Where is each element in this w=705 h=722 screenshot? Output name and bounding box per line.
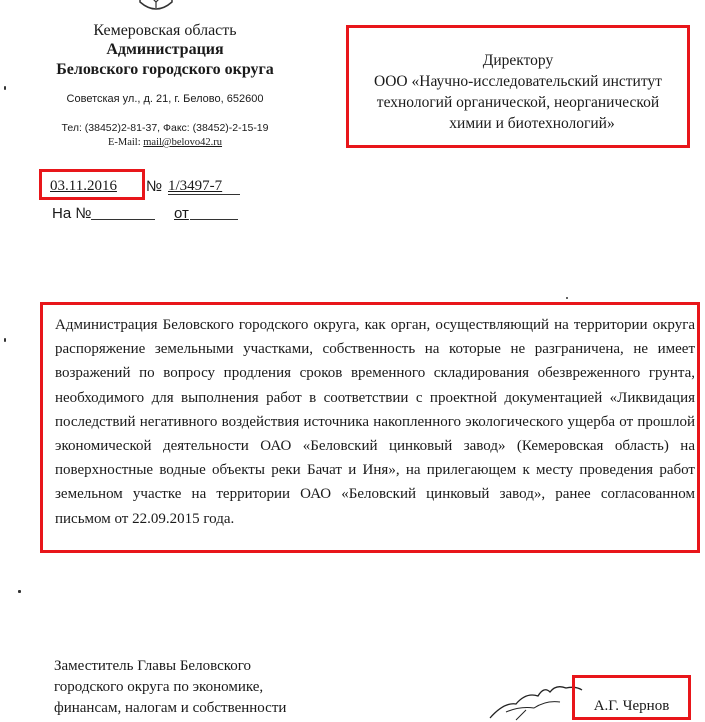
addressee-highlight	[346, 25, 690, 148]
letter-number: 1/3497-7	[168, 178, 223, 194]
body-paragraph: Администрация Беловского городского округа, как орган, осуществляющий на территории округа распоряжение земельными участками, собственность на которые не разграничена, не имеет возражений по вопросу продления сроков временного складирования обезвреженного грунта, необходимого для выполнения работ в соответствии с проектной документацией «Ликвидация последствий негативного воздействия источника накопленного экологического ущерба от прошлой экономической деятельности ОАО «Беловский цинковый завод» (Кемеровская область) на поверхностные водные объекты реки Бачат и Иня», на прилегающем к месту проведения работ земельном участке на территории ОАО «Беловский цинковый завод», ранее согласованном письмом от 22.09.2015 года.	[55, 317, 695, 527]
signer-title-line: городского округа по экономике,	[54, 679, 264, 695]
sender-admin-subtitle: Беловского городского округа	[56, 61, 274, 78]
sender-email-line	[18, 137, 312, 148]
sender-email-link[interactable]: mail@belovo42.ru	[143, 137, 223, 148]
sender-phones: Тел: (38452)2-81-37, Факс: (38452)-2-15-19	[61, 122, 269, 134]
scan-speck	[566, 297, 568, 299]
addressee-block	[349, 50, 687, 134]
signer-title-line: финансам, налогам и собственности	[54, 700, 287, 716]
in-reply-date-blank	[190, 219, 238, 220]
number-underline	[168, 194, 240, 195]
sender-email-label: E-Mail:	[107, 137, 141, 148]
addressee-line: Директору	[482, 52, 554, 69]
in-reply-from-label: от	[174, 205, 189, 222]
signer-name: А.Г. Чернов	[593, 698, 670, 714]
signer-title	[54, 656, 334, 719]
sender-admin-title: Администрация	[106, 41, 224, 58]
scan-speck	[4, 338, 6, 342]
body-highlight	[40, 302, 700, 553]
in-reply-number-blank	[91, 219, 155, 220]
addressee-line: технологий органической, неорганической	[376, 94, 660, 111]
signer-highlight	[572, 675, 691, 720]
sender-address: Советская ул., д. 21, г. Белово, 652600	[66, 93, 264, 105]
number-label: №	[146, 178, 163, 195]
coat-of-arms-icon	[136, 0, 176, 14]
scan-speck	[4, 86, 6, 90]
scan-speck	[18, 590, 21, 593]
addressee-line: ООО «Научно-исследовательский институт	[374, 73, 662, 90]
handwritten-signature	[486, 682, 586, 722]
letter-date: 03.11.2016	[50, 178, 117, 194]
signer-title-line: Заместитель Главы Беловского	[54, 658, 252, 674]
in-reply-label: На №	[52, 205, 92, 222]
addressee-line: химии и биотехнологий»	[449, 115, 615, 132]
sender-region: Кемеровская область	[93, 22, 237, 39]
